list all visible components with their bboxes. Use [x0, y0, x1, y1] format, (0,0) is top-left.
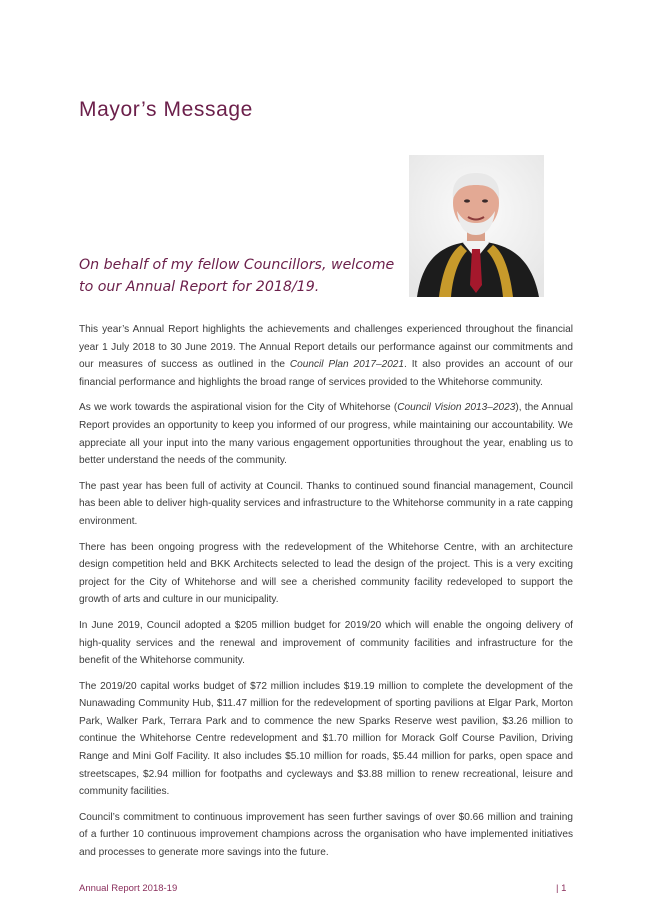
paragraph-7: Council’s commitment to continuous improvement has seen further savings of over $0.66 million and training of a further 10 continuous improvement champions across the organisation who have implemented initiatives and processes to generate more savings into the future. [79, 811, 573, 859]
paragraph-1-text-b: . It also provides an account of our financial performance and highlights the broad range of services provided to the Whitehorse community. [79, 359, 573, 388]
page-title: Mayor’s Message [79, 98, 253, 121]
message-body [79, 321, 573, 870]
paragraph-3: The past year has been full of activity at Council. Thanks to continued sound financial management, Council has been able to deliver high-quality services and infrastructure to the Whitehorse community in a rate capping environment. [79, 480, 573, 527]
paragraph-2-text-a: As we work towards the aspirational vision for the City of Whitehorse ( [79, 402, 398, 414]
paragraph-1 [79, 321, 573, 391]
paragraph-2 [79, 399, 573, 469]
paragraph-1-text-a: This year’s Annual Report highlights the achievements and challenges experienced throughout the financial year 1 July 2018 to 30 June 2019. The Annual Report details our performance against our commitments and our measures of success as outlined in the [79, 324, 573, 371]
mayor-photo [409, 155, 544, 297]
footer-page-number: | 1 [556, 883, 567, 894]
council-plan-title: Council Plan 2017–2021 [289, 359, 405, 371]
paragraph-6: The 2019/20 capital works budget of $72 million includes $19.19 million to complete the development of the Nunawading Community Hub, $11.47 million for the redevelopment of sporting pavilions at Elgar Park, Morton Park, Walker Park, Terrara Park and to commence the new Sparks Reserve west pavilion, $3.26 million to continue the Whitehorse Centre redevelopment and $1.70 million for Morack Golf Course Pavilion, Driving Range and Mini Golf Facility. It also includes $5.10 million for roads, $5.44 million for parks, open space and streetscapes, $2.94 million for footpaths and cycleways and $3.88 million to renew recreational, leisure and community facilities. [79, 680, 573, 798]
paragraph-2-text-b: ), the Annual Report provides an opportunity to keep you informed of our progress, while maintaining our accountability. We appreciate all your input into the many various engagement opportunities throughout the year, enabling us to better understand the needs of the community. [79, 402, 573, 467]
footer-report-title: Annual Report 2018-19 [79, 883, 178, 894]
intro-statement [79, 254, 399, 298]
intro-line-1: On behalf of my fellow Councillors, welcome [79, 257, 395, 273]
council-vision-title: Council Vision 2013–2023 [397, 402, 516, 414]
intro-line-2: to our Annual Report for 2018/19. [79, 279, 320, 295]
paragraph-5: In June 2019, Council adopted a $205 million budget for 2019/20 which will enable the ongoing delivery of high-quality services and the renewal and improvement of community facilities and infrastructure for the benefit of the Whitehorse community. [79, 619, 573, 667]
paragraph-4: There has been ongoing progress with the redevelopment of the Whitehorse Centre, with an architecture design competition held and BKK Architects selected to lead the design of the project. This is a very exciting project for the City of Whitehorse and will see a cherished community facility redeveloped to support the growth of arts and culture in our municipality. [79, 541, 573, 606]
